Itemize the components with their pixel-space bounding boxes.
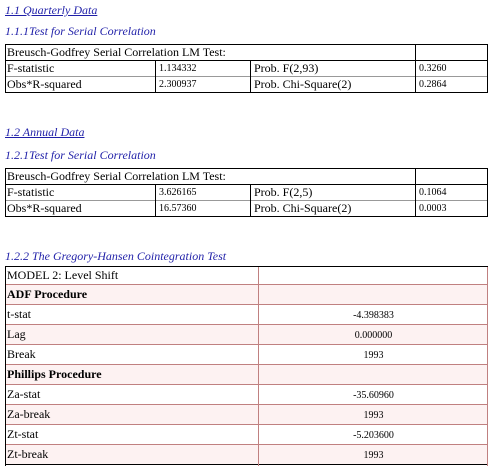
- table-divider: [155, 61, 156, 92]
- table-row: [5, 405, 488, 425]
- prob-label: Prob. Chi-Square(2): [254, 201, 352, 215]
- stat-label: Obs*R-squared: [7, 77, 82, 91]
- table-border: [487, 45, 488, 92]
- table-row: [5, 345, 488, 365]
- prob-value: 0.1064: [419, 187, 447, 198]
- gh-table: [5, 266, 488, 465]
- prob-value: 0.0003: [419, 203, 447, 214]
- table-row: [5, 445, 488, 465]
- table-border: [5, 267, 6, 466]
- table-border: [487, 169, 488, 216]
- table-border: [5, 45, 6, 92]
- stat-label: F-statistic: [7, 185, 55, 199]
- table-divider: [155, 185, 156, 216]
- model-label: MODEL 2: Level Shift: [7, 268, 119, 282]
- stat-value: 1993: [363, 450, 384, 461]
- stat-value: 0.000000: [354, 330, 393, 341]
- stat-value: -4.398383: [353, 310, 394, 321]
- table-row: [5, 385, 488, 405]
- prob-value: 0.3260: [419, 63, 447, 74]
- stat-label: Za-break: [7, 407, 51, 421]
- quarterly-subsection-title: 1.1.1Test for Serial Correlation: [5, 24, 156, 38]
- gh-section-title: 1.2.2 The Gregory-Hansen Cointegration Test: [5, 249, 227, 263]
- pp-heading: Phillips Procedure: [7, 367, 102, 381]
- table-border: [5, 169, 6, 216]
- stat-label: Zt-stat: [7, 427, 39, 441]
- table-row: [5, 305, 488, 325]
- stat-value: 16.57360: [159, 203, 197, 214]
- quarterly-lm-table: [5, 44, 488, 93]
- prob-label: Prob. F(2,93): [254, 61, 319, 75]
- stat-label: Za-stat: [7, 387, 41, 401]
- prob-value: 0.2864: [419, 79, 447, 90]
- table-divider: [415, 169, 416, 216]
- annual-section-title: 1.2 Annual Data: [5, 125, 85, 139]
- table-row: [5, 425, 488, 445]
- stat-value: 2.300937: [159, 79, 197, 90]
- stat-value: 1993: [363, 410, 384, 421]
- stat-label: F-statistic: [7, 61, 55, 75]
- annual-lm-table: [5, 168, 488, 217]
- table-header: Breusch-Godfrey Serial Correlation LM Test:: [7, 45, 226, 59]
- table-header: Breusch-Godfrey Serial Correlation LM Test:: [7, 169, 226, 183]
- stat-label: Zt-break: [7, 447, 49, 461]
- stat-label: Lag: [7, 327, 26, 341]
- table-divider: [258, 267, 259, 466]
- annual-subsection-title: 1.2.1Test for Serial Correlation: [5, 148, 156, 162]
- stat-value: 1.134332: [159, 63, 197, 74]
- adf-heading: ADF Procedure: [7, 287, 88, 301]
- table-divider: [250, 61, 251, 92]
- stat-label: t-stat: [7, 307, 31, 321]
- stat-value: -5.203600: [353, 430, 394, 441]
- section-heading-row: [5, 365, 488, 385]
- table-row: [5, 325, 488, 345]
- table-divider: [250, 185, 251, 216]
- table-divider: [415, 45, 416, 92]
- quarterly-section-title: 1.1 Quarterly Data: [5, 3, 98, 17]
- stat-label: Break: [7, 347, 36, 361]
- stat-value: 3.626165: [159, 187, 197, 198]
- stat-label: Obs*R-squared: [7, 201, 82, 215]
- prob-label: Prob. F(2,5): [254, 185, 313, 199]
- table-border: [487, 267, 488, 466]
- model-row: [5, 267, 488, 285]
- prob-label: Prob. Chi-Square(2): [254, 77, 352, 91]
- section-heading-row: [5, 285, 488, 305]
- stat-value: -35.60960: [353, 390, 394, 401]
- stat-value: 1993: [363, 350, 384, 361]
